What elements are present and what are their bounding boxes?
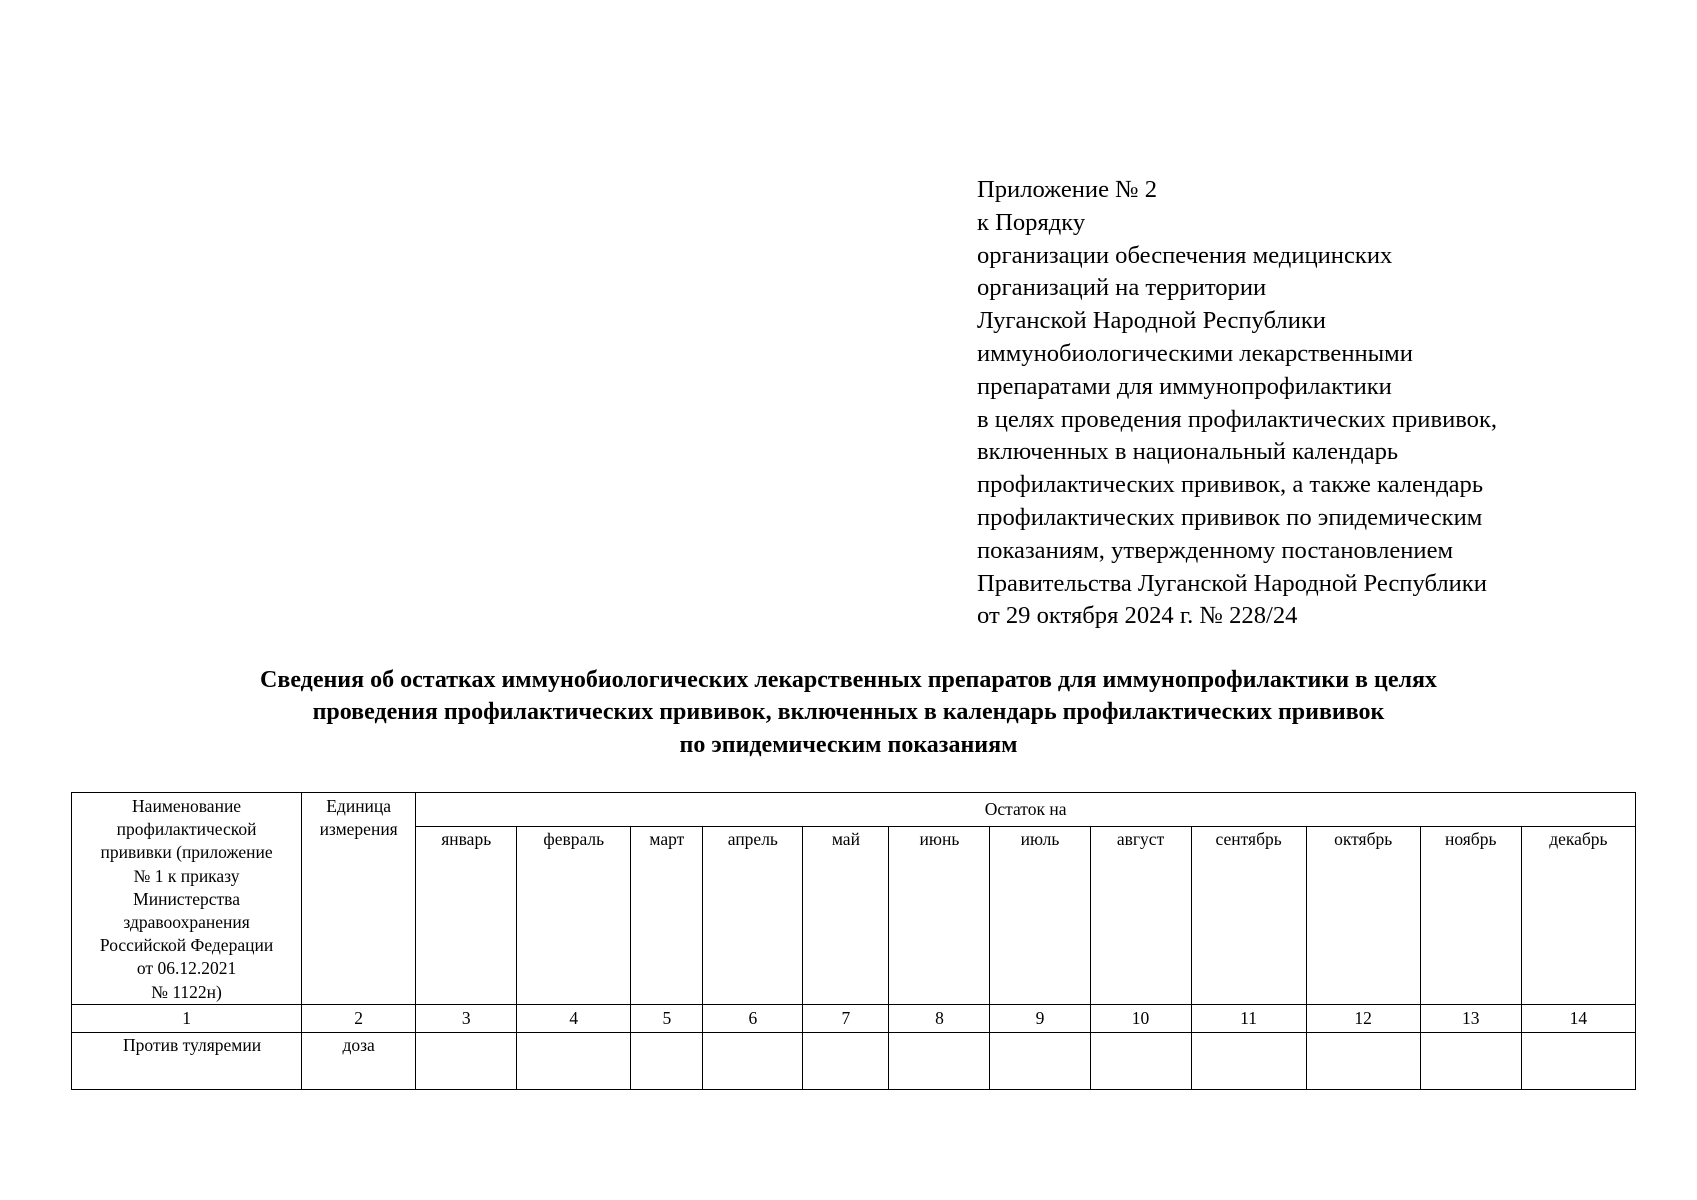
appendix-line: от 29 октября 2024 г. № 228/24 — [977, 602, 1298, 630]
value-cell-september[interactable] — [1191, 1032, 1306, 1089]
column-number: 3 — [416, 1004, 517, 1032]
vaccine-name-cell: Против туляремии — [72, 1032, 302, 1089]
value-cell-june[interactable] — [889, 1032, 990, 1089]
column-number: 13 — [1420, 1004, 1521, 1032]
column-number: 2 — [302, 1004, 416, 1032]
header-month-january: январь — [416, 827, 517, 1005]
appendix-line: профилактических прививок по эпидемическим — [977, 503, 1483, 531]
header-month-march: март — [631, 827, 703, 1005]
appendix-line: к Порядку — [977, 208, 1086, 236]
column-number: 14 — [1521, 1004, 1635, 1032]
appendix-line: Правительства Луганской Народной Республики — [977, 569, 1487, 597]
column-number: 5 — [631, 1004, 703, 1032]
header-month-february: февраль — [517, 827, 631, 1005]
header-month-april: апрель — [703, 827, 803, 1005]
column-number: 8 — [889, 1004, 990, 1032]
column-number: 7 — [803, 1004, 889, 1032]
column-number: 1 — [72, 1004, 302, 1032]
title-line: по эпидемическим показаниям — [679, 731, 1018, 758]
appendix-line: препаратами для иммунопрофилактики — [977, 372, 1392, 400]
header-unit: Единица измерения — [302, 793, 416, 1005]
header-month-november: ноябрь — [1420, 827, 1521, 1005]
column-number: 9 — [990, 1004, 1090, 1032]
column-number: 4 — [517, 1004, 631, 1032]
value-cell-november[interactable] — [1420, 1032, 1521, 1089]
appendix-line: включенных в национальный календарь — [977, 438, 1399, 466]
appendix-line: показаниям, утвержденному постановлением — [977, 536, 1454, 564]
header-month-june: июнь — [889, 827, 990, 1005]
column-number-row — [72, 1004, 1636, 1032]
appendix-block — [977, 174, 1657, 633]
column-number: 12 — [1306, 1004, 1420, 1032]
title-line: проведения профилактических прививок, включенных в календарь профилактических прививок — [312, 699, 1385, 726]
document-title — [60, 664, 1637, 761]
title-line: Сведения об остатках иммунобиологических лекарственных препаратов для иммунопрофилактики в целях — [260, 667, 1437, 693]
header-month-may: май — [803, 827, 889, 1005]
header-month-december: декабрь — [1521, 827, 1635, 1005]
header-month-august: август — [1090, 827, 1191, 1005]
unit-cell: доза — [302, 1032, 416, 1089]
header-month-september: сентябрь — [1191, 827, 1306, 1005]
column-number: 10 — [1090, 1004, 1191, 1032]
appendix-line: организации обеспечения медицинских — [977, 241, 1393, 269]
table-row — [72, 1032, 1636, 1089]
appendix-line: в целях проведения профилактических прививок, — [977, 405, 1498, 433]
appendix-line: Луганской Народной Республики — [977, 307, 1326, 335]
value-cell-december[interactable] — [1521, 1032, 1635, 1089]
value-cell-march[interactable] — [631, 1032, 703, 1089]
header-remainder: Остаток на — [416, 793, 1636, 827]
appendix-line: иммунобиологическими лекарственными — [977, 339, 1413, 367]
header-vaccine-name: Наименование профилактической прививки (приложение № 1 к приказу Министерства здравоохранения Российской Федерации от 06.12.2021 № 1122н) — [72, 793, 302, 1005]
value-cell-august[interactable] — [1090, 1032, 1191, 1089]
appendix-line: организаций на территории — [977, 274, 1267, 302]
column-number: 11 — [1191, 1004, 1306, 1032]
vaccine-remainder-table — [71, 792, 1636, 1090]
header-month-october: октябрь — [1306, 827, 1420, 1005]
value-cell-january[interactable] — [416, 1032, 517, 1089]
header-month-july: июль — [990, 827, 1090, 1005]
value-cell-april[interactable] — [703, 1032, 803, 1089]
header-row — [72, 793, 1636, 827]
value-cell-february[interactable] — [517, 1032, 631, 1089]
column-number: 6 — [703, 1004, 803, 1032]
value-cell-october[interactable] — [1306, 1032, 1420, 1089]
value-cell-may[interactable] — [803, 1032, 889, 1089]
value-cell-july[interactable] — [990, 1032, 1090, 1089]
appendix-line: профилактических прививок, а также календарь — [977, 471, 1484, 499]
appendix-line: Приложение № 2 — [977, 176, 1158, 203]
